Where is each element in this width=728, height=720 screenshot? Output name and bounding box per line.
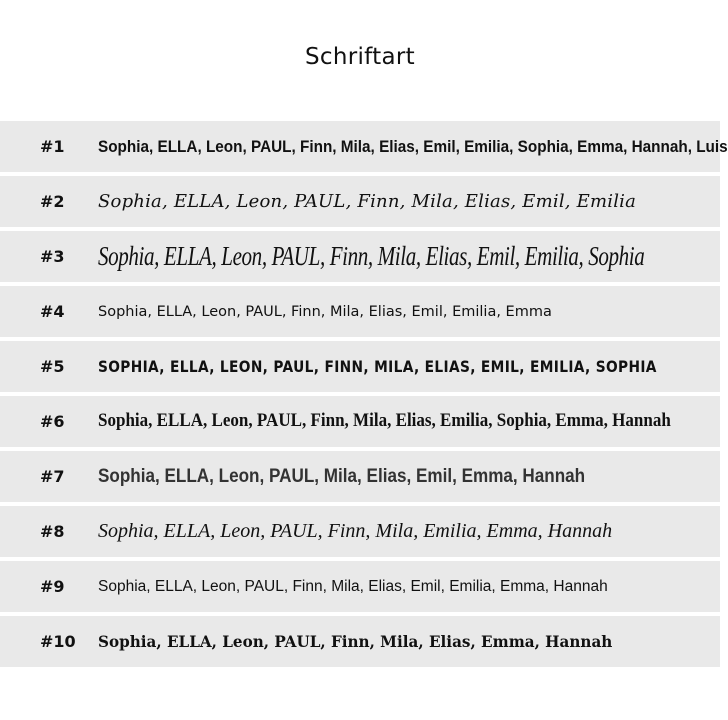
font-row-9[interactable] (0, 561, 720, 612)
font-number: #8 (40, 522, 65, 541)
font-sample: Sophia, ELLA, Leon, PAUL, Finn, Mila, Elias, Emma, Hannah (98, 632, 613, 651)
font-number: #7 (40, 467, 65, 486)
font-sample: Sophia, ELLA, Leon, PAUL, Finn, Mila, Elias, Emilia, Sophia, Emma, Hannah (98, 411, 671, 431)
font-number: #9 (40, 577, 65, 596)
font-row-2[interactable] (0, 176, 720, 227)
page-title: Schriftart (305, 44, 415, 70)
font-number: #5 (40, 357, 65, 376)
font-number: #4 (40, 302, 65, 321)
font-sample: Sophia, ELLA, Leon, PAUL, Mila, Elias, Emil, Emma, Hannah (98, 465, 586, 487)
font-row-4[interactable] (0, 286, 720, 337)
font-row-5[interactable] (0, 341, 720, 392)
font-number: #10 (40, 632, 76, 651)
font-number: #6 (40, 412, 65, 431)
font-number: #2 (40, 192, 65, 211)
font-sample: Sophia, ELLA, Leon, PAUL, Finn, Mila, Elias, Emil, Emilia (98, 191, 637, 212)
font-sample: SOPHIA, ELLA, LEON, PAUL, FINN, MILA, ELIAS, EMIL, EMILIA, SOPHIA (98, 357, 657, 376)
font-row-6[interactable] (0, 396, 720, 447)
font-sample: Sophia, ELLA, Leon, PAUL, Finn, Mila, Emilia, Emma, Hannah (98, 520, 613, 542)
font-list (0, 121, 728, 671)
font-number: #3 (40, 247, 65, 266)
font-row-10[interactable] (0, 616, 720, 667)
font-row-3[interactable] (0, 231, 720, 282)
font-row-1[interactable] (0, 121, 728, 172)
font-row-8[interactable] (0, 506, 720, 557)
font-row-7[interactable] (0, 451, 720, 502)
font-sample: Sophia, ELLA, Leon, PAUL, Finn, Mila, Elias, Emil, Emilia, Emma (98, 303, 552, 320)
font-sample: Sophia, ELLA, Leon, PAUL, Finn, Mila, Elias, Emil, Emilia, Sophia, Emma, Hannah, Luis (98, 136, 728, 156)
font-sample: Sophia, ELLA, Leon, PAUL, Finn, Mila, Elias, Emil, Emilia, Sophia (98, 241, 645, 271)
font-number: #1 (40, 137, 65, 156)
font-sample: Sophia, ELLA, Leon, PAUL, Finn, Mila, Elias, Emil, Emilia, Emma, Hannah (98, 577, 608, 595)
